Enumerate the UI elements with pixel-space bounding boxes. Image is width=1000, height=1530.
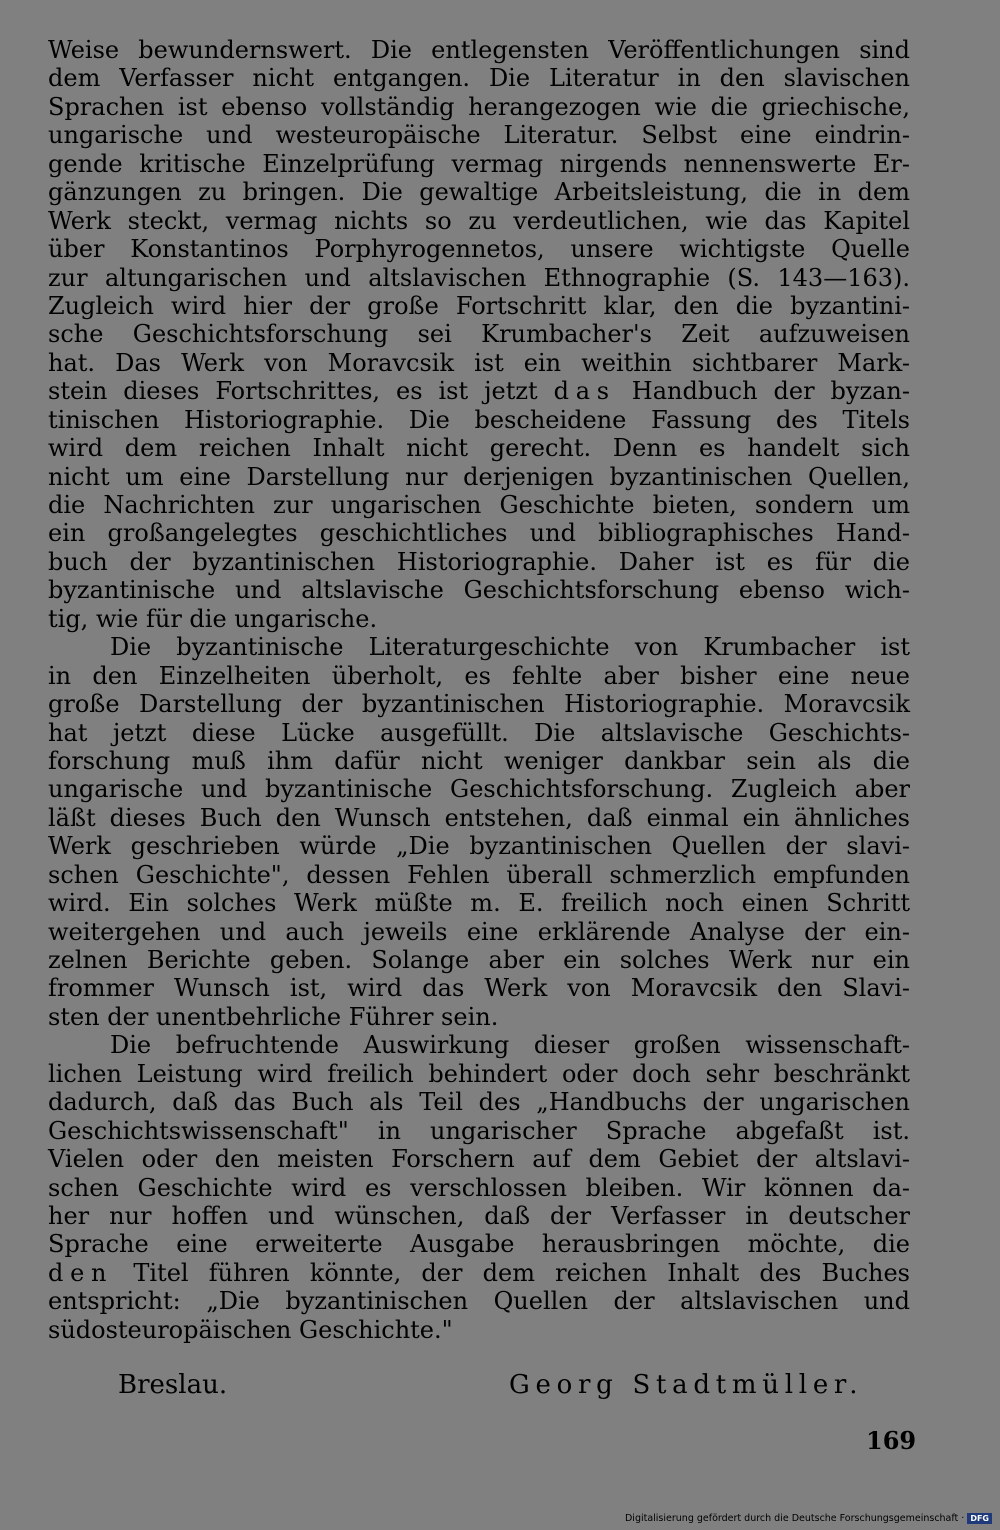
- text-line: frommer Wunsch ist, wird das Werk von Moravcsik den Slavi-: [48, 974, 910, 1003]
- text-line: buch der byzantinischen Historiographie. Daher ist es für die: [48, 547, 910, 576]
- text-line: ein großangelegtes geschichtliches und bibliographisches Hand-: [48, 519, 910, 548]
- text-line: nicht um eine Darstellung nur derjenigen byzantinischen Quellen,: [48, 462, 910, 491]
- text-line: weitergehen und auch jeweils eine erklärende Analyse der ein-: [48, 917, 910, 946]
- text-line: hat jetzt diese Lücke ausgefüllt. Die altslavische Geschichts-: [48, 718, 910, 747]
- document-body: [48, 36, 910, 1344]
- text-line: ungarische und byzantinische Geschichtsforschung. Zugleich aber: [48, 775, 910, 804]
- text-line: zelnen Berichte geben. Solange aber ein solches Werk nur ein: [48, 946, 910, 974]
- text-line: forschung muß ihm dafür nicht weniger dankbar sein als die: [48, 746, 910, 775]
- spaced-emphasis: das: [553, 377, 616, 406]
- text-line: große Darstellung der byzantinischen Historiographie. Moravcsik: [48, 690, 910, 719]
- text-line: byzantinische und altslavische Geschichtsforschung ebenso wich-: [48, 576, 910, 605]
- text-run: stein dieses Fortschrittes, es ist jetzt: [48, 377, 538, 406]
- text-line: Werk geschrieben würde „Die byzantinischen Quellen der slavi-: [48, 832, 910, 861]
- text-line: Vielen oder den meisten Forschern auf dem Gebiet der altslavi-: [48, 1145, 910, 1174]
- text-line: tinischen Historiographie. Die bescheidene Fassung des Titels: [48, 405, 910, 434]
- paragraph-start-line: Die byzantinische Literaturgeschichte von Krumbacher ist: [110, 633, 910, 662]
- spaced-emphasis: den: [48, 1258, 114, 1287]
- text-line: gänzungen zu bringen. Die gewaltige Arbeitsleistung, die in dem: [48, 178, 910, 207]
- dfg-logo: DFG: [967, 1513, 992, 1524]
- text-line: Geschichtswissenschaft" in ungarischer Sprache abgefaßt ist.: [48, 1116, 910, 1145]
- signature-place: Breslau.: [118, 1370, 228, 1400]
- text-line: dadurch, daß das Buch als Teil des „Handbuchs der ungarischen: [48, 1088, 910, 1117]
- text-line: tig, wie für die ungarische.: [48, 604, 378, 633]
- text-line: Weise bewundernswert. Die entlegensten Veröffentlichungen sind: [48, 36, 910, 64]
- text-line: über Konstantinos Porphyrogennetos, unsere wichtigste Quelle: [48, 235, 910, 264]
- text-line: her nur hoffen und wünschen, daß der Verfasser in deutscher: [48, 1201, 910, 1230]
- text-line: [48, 377, 910, 405]
- paragraph-start-line: Die befruchtende Auswirkung dieser großen wissenschaft-: [110, 1031, 910, 1060]
- digitization-footer: [600, 1510, 992, 1528]
- signature-author: Georg Stadtmüller.: [509, 1370, 864, 1400]
- text-line: Werk steckt, vermag nichts so zu verdeutlichen, wie das Kapitel: [48, 206, 910, 235]
- text-line: schen Geschichte", dessen Fehlen überall schmerzlich empfunden: [48, 860, 910, 889]
- text-run: Titel führen könnte, der dem reichen Inhalt des Buches: [133, 1258, 910, 1287]
- text-line: zur altungarischen und altslavischen Ethnographie (S. 143—163).: [48, 263, 910, 292]
- text-line: gende kritische Einzelprüfung vermag nirgends nennenswerte Er-: [48, 149, 910, 178]
- text-line: wird dem reichen Inhalt nicht gerecht. Denn es handelt sich: [48, 434, 910, 463]
- page-number: 169: [866, 1426, 917, 1455]
- text-line: [48, 1259, 910, 1287]
- text-line: sten der unentbehrliche Führer sein.: [48, 1002, 499, 1031]
- text-line: Sprachen ist ebenso vollständig herangezogen wie die griechische,: [48, 92, 910, 121]
- footer-credit: Digitalisierung gefördert durch die Deutsche Forschungsgemeinschaft ·: [624, 1513, 965, 1524]
- text-line: wird. Ein solches Werk müßte m. E. freilich noch einen Schritt: [48, 889, 910, 918]
- text-line: Sprache eine erweiterte Ausgabe herausbringen möchte, die: [48, 1230, 910, 1259]
- signature-line: [0, 1367, 1000, 1403]
- text-run: Handbuch der byzan-: [631, 377, 910, 406]
- text-line: entspricht: „Die byzantinischen Quellen der altslavischen und: [48, 1287, 910, 1316]
- text-line: sche Geschichtsforschung sei Krumbacher's Zeit aufzuweisen: [48, 320, 910, 349]
- text-line: hat. Das Werk von Moravcsik ist ein weithin sichtbarer Mark-: [48, 348, 910, 377]
- text-line: lichen Leistung wird freilich behindert oder doch sehr beschränkt: [48, 1059, 910, 1088]
- text-line: ungarische und westeuropäische Literatur. Selbst eine eindrin-: [48, 121, 910, 150]
- text-line: läßt dieses Buch den Wunsch entstehen, daß einmal ein ähnliches: [48, 803, 910, 832]
- text-line: schen Geschichte wird es verschlossen bleiben. Wir können da-: [48, 1173, 910, 1202]
- text-line: dem Verfasser nicht entgangen. Die Literatur in den slavischen: [48, 64, 910, 93]
- text-line: Zugleich wird hier der große Fortschritt klar, den die byzantini-: [48, 291, 910, 320]
- text-line: südosteuropäischen Geschichte.": [48, 1315, 453, 1344]
- text-line: in den Einzelheiten überholt, es fehlte aber bisher eine neue: [48, 661, 910, 690]
- text-line: die Nachrichten zur ungarischen Geschichte bieten, sondern um: [48, 491, 910, 519]
